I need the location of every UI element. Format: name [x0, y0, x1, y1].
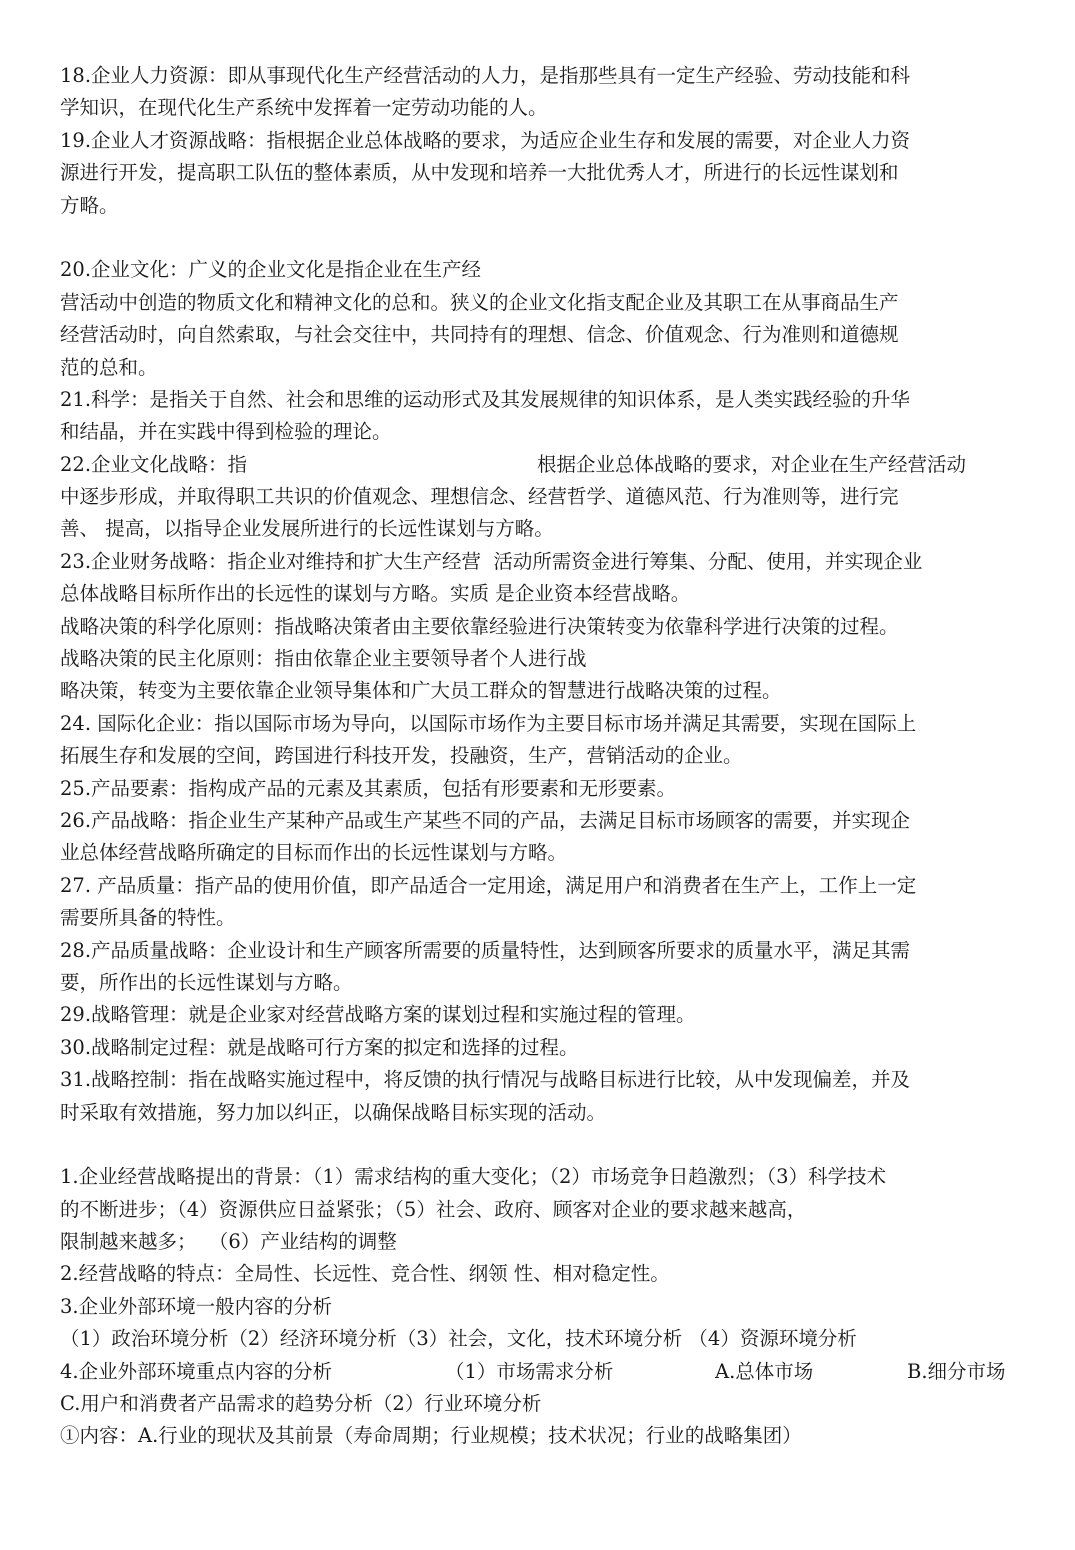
text-line: 拓展生存和发展的空间，跨国进行科技开发，投融资，生产，营销活动的企业。 — [60, 744, 743, 768]
text-line: 21.科学：是指关于自然、社会和思维的运动形式及其发展规律的知识体系，是人类实践经验的升华 — [60, 387, 911, 411]
text-line: 要，所作出的长远性谋划与方略。 — [60, 970, 353, 994]
text-line: 限制越来越多； （6）产业结构的调整 — [60, 1230, 397, 1254]
text-line: 28.产品质量战略：企业设计和生产顾客所需要的质量特性，达到顾客所要求的质量水平，满足其需 — [60, 938, 911, 962]
text-line: 的不断进步；（4）资源供应日益紧张；（5）社会、政府、顾客对企业的要求越来越高， — [60, 1197, 807, 1221]
text-line: 3.企业外部环境一般内容的分析 — [60, 1294, 333, 1318]
text-line: ①内容：A.行业的现状及其前景（寿命周期；行业规模；技术状况；行业的战略集团） — [60, 1424, 802, 1448]
text-line: 1.企业经营战略提出的背景：（1）需求结构的重大变化；（2）市场竞争日趋激烈；（3）科学技术 — [60, 1165, 887, 1189]
text-line: 31.战略控制：指在战略实施过程中，将反馈的执行情况与战略目标进行比较，从中发现偏差，并及 — [60, 1068, 911, 1092]
block-strategy-background — [60, 1161, 1020, 1355]
text-line: 总体战略目标所作出的长远性的谋划与方略。实质 是企业资本经营战略。 — [60, 582, 691, 606]
text-line: 25.产品要素：指构成产品的元素及其素质，包括有形要素和无形要素。 — [60, 776, 677, 800]
text-line: 2.经营战略的特点：全局性、长远性、竞合性、纲领 性、相对稳定性。 — [60, 1262, 670, 1286]
text-line-4-a: 4.企业外部环境重点内容的分析 — [60, 1359, 333, 1383]
text-line: 中逐步形成，并取得职工共识的价值观念、理想信念、经营哲学、道德风范、行为准则等，进行完 — [60, 485, 899, 509]
text-line: 和结晶，并在实践中得到检验的理论。 — [60, 420, 392, 444]
text-line: 29.战略管理：就是企业家对经营战略方案的谋划过程和实施过程的管理。 — [60, 1003, 696, 1027]
text-line: 学知识，在现代化生产系统中发挥着一定劳动功能的人。 — [60, 96, 548, 120]
text-line: 20.企业文化：广义的企业文化是指企业在生产经 — [60, 258, 482, 282]
text-line: 19.企业人才资源战略：指根据企业总体战略的要求，为适应企业生存和发展的需要，对企业人力资 — [60, 128, 911, 152]
text-line-22 — [60, 449, 1020, 481]
document-page — [60, 60, 1020, 1453]
text-line-4-b: （1）市场需求分析 — [445, 1359, 614, 1383]
text-line: 30.战略制定过程：就是战略可行方案的拟定和选择的过程。 — [60, 1035, 579, 1059]
text-line: 范的总和。 — [60, 355, 158, 379]
text-line: 营活动中创造的物质文化和精神文化的总和。狭义的企业文化指支配企业及其职工在从事商品生产 — [60, 290, 899, 314]
text-line-22-left: 22.企业文化战略：指 — [60, 452, 248, 476]
text-line-4-c: A.总体市场 — [715, 1359, 814, 1383]
text-line: 23.企业财务战略：指企业对维持和扩大生产经营 活动所需资金进行筹集、分配、使用，并实现企业 — [60, 549, 923, 573]
block-hr-definitions — [60, 60, 1020, 222]
text-line: （1）政治环境分析（2）经济环境分析（3）社会，文化，技术环境分析 （4）资源环境分析 — [60, 1327, 857, 1351]
text-line: 27. 产品质量：指产品的使用价值，即产品适合一定用途，满足用户和消费者在生产上，工作上一定 — [60, 873, 917, 897]
text-line: 经营活动时，向自然索取，与社会交往中，共同持有的理想、信念、价值观念、行为准则和道德规 — [60, 323, 899, 347]
text-line: 18.企业人力资源：即从事现代化生产经营活动的人力，是指那些具有一定生产经验、劳动技能和科 — [60, 64, 911, 87]
text-line: 时采取有效措施，努力加以纠正，以确保战略目标实现的活动。 — [60, 1100, 607, 1124]
text-line: 源进行开发，提高职工队伍的整体素质，从中发现和培养一大批优秀人才，所进行的长远性谋划和 — [60, 161, 899, 185]
text-line: 善、 提高，以指导企业发展所进行的长远性谋划与方略。 — [60, 517, 554, 541]
block-culture-definitions — [60, 254, 1020, 448]
text-line: 24. 国际化企业：指以国际市场为导向，以国际市场作为主要目标市场并满足其需要，实现在国际上 — [60, 711, 917, 735]
text-line: C.用户和消费者产品需求的趋势分析（2）行业环境分析 — [60, 1392, 542, 1416]
text-line: 需要所具备的特性。 — [60, 906, 236, 930]
text-line: 略决策，转变为主要依靠企业领导集体和广大员工群众的智慧进行战略决策的过程。 — [60, 679, 782, 703]
text-line: 26.产品战略：指企业生产某种产品或生产某些不同的产品，去满足目标市场顾客的需要，并实现企 — [60, 808, 911, 832]
text-line: 战略决策的民主化原则：指由依靠企业主要领导者个人进行战 — [60, 647, 587, 671]
text-line: 方略。 — [60, 193, 119, 217]
paragraph-gap — [60, 1129, 1020, 1161]
block-strategy-definitions — [60, 481, 1020, 1129]
text-line-4 — [60, 1356, 1020, 1388]
text-line: 业总体经营战略所确定的目标而作出的长远性谋划与方略。 — [60, 841, 568, 865]
text-line-4-d: B.细分市场 — [907, 1359, 1006, 1383]
text-line: 战略决策的科学化原则：指战略决策者由主要依靠经验进行决策转变为依靠科学进行决策的过程。 — [60, 614, 899, 638]
block-industry-analysis — [60, 1388, 1020, 1453]
paragraph-gap — [60, 222, 1020, 254]
text-line-22-right: 根据企业总体战略的要求，对企业在生产经营活动 — [537, 452, 967, 476]
